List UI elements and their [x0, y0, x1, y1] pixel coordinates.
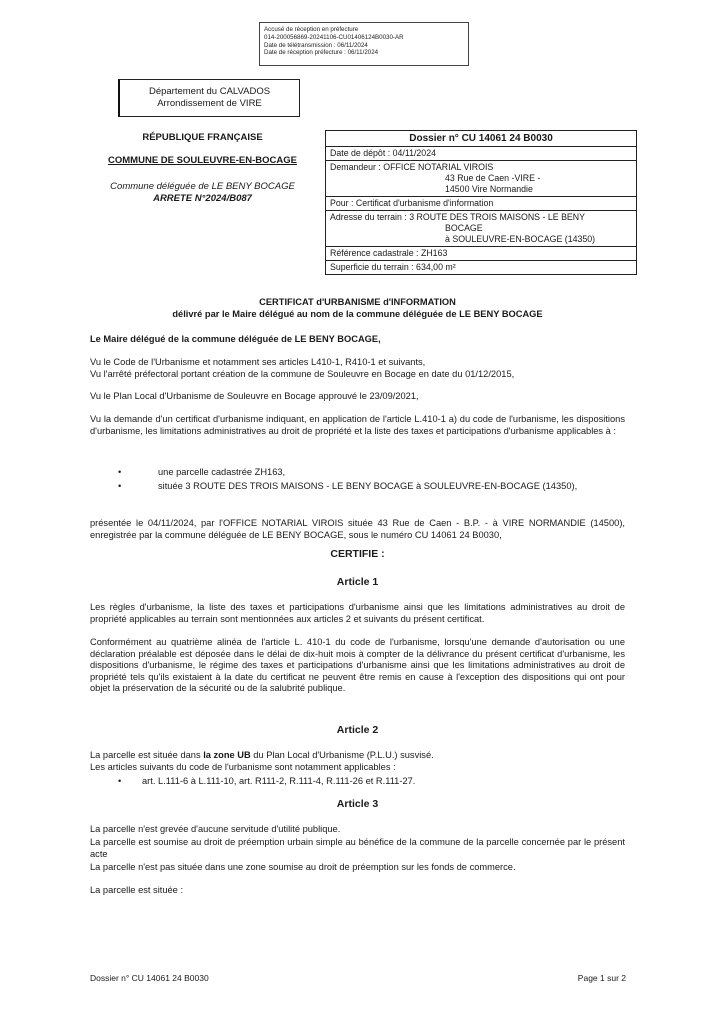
article-1-p1: Les règles d'urbanisme, la liste des taxes et participations d'urbanisme ainsi que les limitations administratives au droit de propriété applicables au terrain sont mentionnées aux articles 2 et suivants du présent certificat. [90, 602, 625, 624]
stamp-line: Date de réception préfecture : 06/11/2024 [264, 49, 379, 57]
certificat-subtitle: délivré par le Maire délégué au nom de la commune déléguée de LE BENY BOCAGE [172, 309, 543, 319]
dossier-number: Dossier n° CU 14061 24 B0030 [409, 133, 553, 144]
commune-deleguee: Commune déléguée de LE BENY BOCAGE [110, 181, 295, 192]
demandeur-name: Demandeur : OFFICE NOTARIAL VIROIS [330, 162, 494, 172]
maire-heading: Le Maire délégué de la commune déléguée de LE BENY BOCAGE, [90, 334, 381, 344]
bullet-dot: • [118, 467, 122, 477]
department-box [118, 79, 300, 117]
reception-stamp [259, 22, 469, 66]
article-2-bullet: art. L.111-6 à L.111-10, art. R111-2, R.111-4, R.111-26 et R.111-27. [142, 776, 416, 786]
address-line: à SOULEUVRE-EN-BOCAGE (14350) [445, 234, 596, 244]
bullet-parcelle: une parcelle cadastrée ZH163, [158, 467, 286, 477]
article-2-p2: Les articles suivants du code de l'urbanisme sont notamment applicables : [90, 762, 396, 772]
text-span: du Plan Local d'Urbanisme (P.L.U.) susvisé. [250, 750, 434, 760]
article-2-p1 [90, 750, 625, 762]
article-3-p1: La parcelle n'est grevée d'aucune servitude d'utilité publique. [90, 824, 341, 834]
demandeur-city: 14500 Vire Normandie [445, 184, 533, 194]
zone-ub: la zone UB [203, 750, 251, 760]
stamp-line: 014-200056869-20241106-CU01406124B0030-AR [264, 33, 404, 41]
cadastral-reference: Référence cadastrale : ZH163 [326, 246, 636, 260]
department-name: Département du CALVADOS [148, 86, 271, 97]
vu-demande: Vu la demande d'un certificat d'urbanisme indiquant, en application de l'article L.410-1 a) du code de l'urbanisme, les dispositions d'urbanisme, les limitations administratives au droit de propriété et la liste des taxes et participations d'urbanisme applicables à : [90, 414, 625, 436]
demandeur-street: 43 Rue de Caen -VIRE - [445, 173, 541, 183]
terrain-address [326, 210, 636, 246]
bullet-dot: • [118, 776, 122, 786]
address-line: BOCAGE [445, 223, 483, 233]
arrete-number: ARRETE N°2024/B087 [153, 193, 252, 204]
presentee-paragraph: présentée le 04/11/2024, par l'OFFICE NOTARIAL VIROIS située 43 Rue de Caen - B.P. - à VIRE NORMANDIE (14500), enregistrée par la commune déléguée de LE BENY BOCAGE, sous le numéro CU 14061 24 B0030, [90, 518, 625, 540]
dossier-purpose: Pour : Certificat d'urbanisme d'information [326, 196, 636, 210]
vu-code: Vu le Code de l'Urbanisme et notamment ses articles L410-1, R410-1 et suivants, [90, 357, 426, 367]
article-1-title: Article 1 [336, 576, 379, 588]
vu-plu: Vu le Plan Local d'Urbanisme de Souleuvre en Bocage approuvé le 23/09/2021, [90, 391, 419, 401]
article-3-p4: La parcelle est située : [90, 885, 184, 895]
text-span: La parcelle est située dans [90, 750, 204, 760]
article-2-title: Article 2 [336, 724, 379, 736]
article-3-p3: La parcelle n'est pas située dans une zone soumise au droit de préemption sur les fonds de commerce. [90, 862, 516, 872]
footer-dossier: Dossier n° CU 14061 24 B0030 [90, 973, 209, 983]
stamp-line: Date de télétransmission : 06/11/2024 [264, 41, 368, 49]
arrondissement-name: Arrondissement de VIRE [157, 98, 262, 109]
date-depot: Date de dépôt : 04/11/2024 [326, 146, 636, 160]
vu-arrete: Vu l'arrêté préfectoral portant création de la commune de Souleuvre en Bocage en date du 01/12/2015, [90, 369, 515, 379]
article-1-p2: Conformément au quatrième alinéa de l'article L. 410-1 du code de l'urbanisme, lorsqu'une demande d'autorisation ou une déclaration préalable est déposée dans le délai de dix-huit mois à compter de la délivrance du présent certificat d'urbanisme, les dispositions d'urbanisme, le régime des taxes et participations d'urbanisme ainsi que les limitations administratives au droit de propriété tels qu'ils existaient à la date du certificat ne peuvent être remis en cause à l'exception des dispositions qui ont pour objet la préservation de la sécurité ou de la salubrité publique. [90, 637, 625, 693]
article-3-p2: La parcelle est soumise au droit de préemption urbain simple au bénéfice de la commune de la parcelle concernée par le présent acte [90, 837, 625, 859]
bullet-situee: située 3 ROUTE DES TROIS MAISONS - LE BENY BOCAGE à SOULEUVRE-EN-BOCAGE (14350), [158, 481, 578, 491]
certificat-title: CERTIFICAT d'URBANISME d'INFORMATION [259, 297, 456, 307]
dossier-box [325, 130, 637, 275]
demandeur [326, 160, 636, 196]
certifie-heading: CERTIFIE : [330, 548, 385, 560]
terrain-area: Superficie du terrain : 634,00 m² [326, 260, 636, 274]
article-3-title: Article 3 [336, 798, 379, 810]
stamp-line: Accusé de réception en préfecture [264, 26, 359, 33]
page-number: Page 1 sur 2 [577, 973, 626, 983]
commune-title: COMMUNE DE SOULEUVRE-EN-BOCAGE [108, 155, 297, 166]
republique-title: RÉPUBLIQUE FRANÇAISE [142, 132, 263, 143]
bullet-dot: • [118, 481, 122, 491]
address-line: Adresse du terrain : 3 ROUTE DES TROIS MAISONS - LE BENY [330, 212, 586, 222]
